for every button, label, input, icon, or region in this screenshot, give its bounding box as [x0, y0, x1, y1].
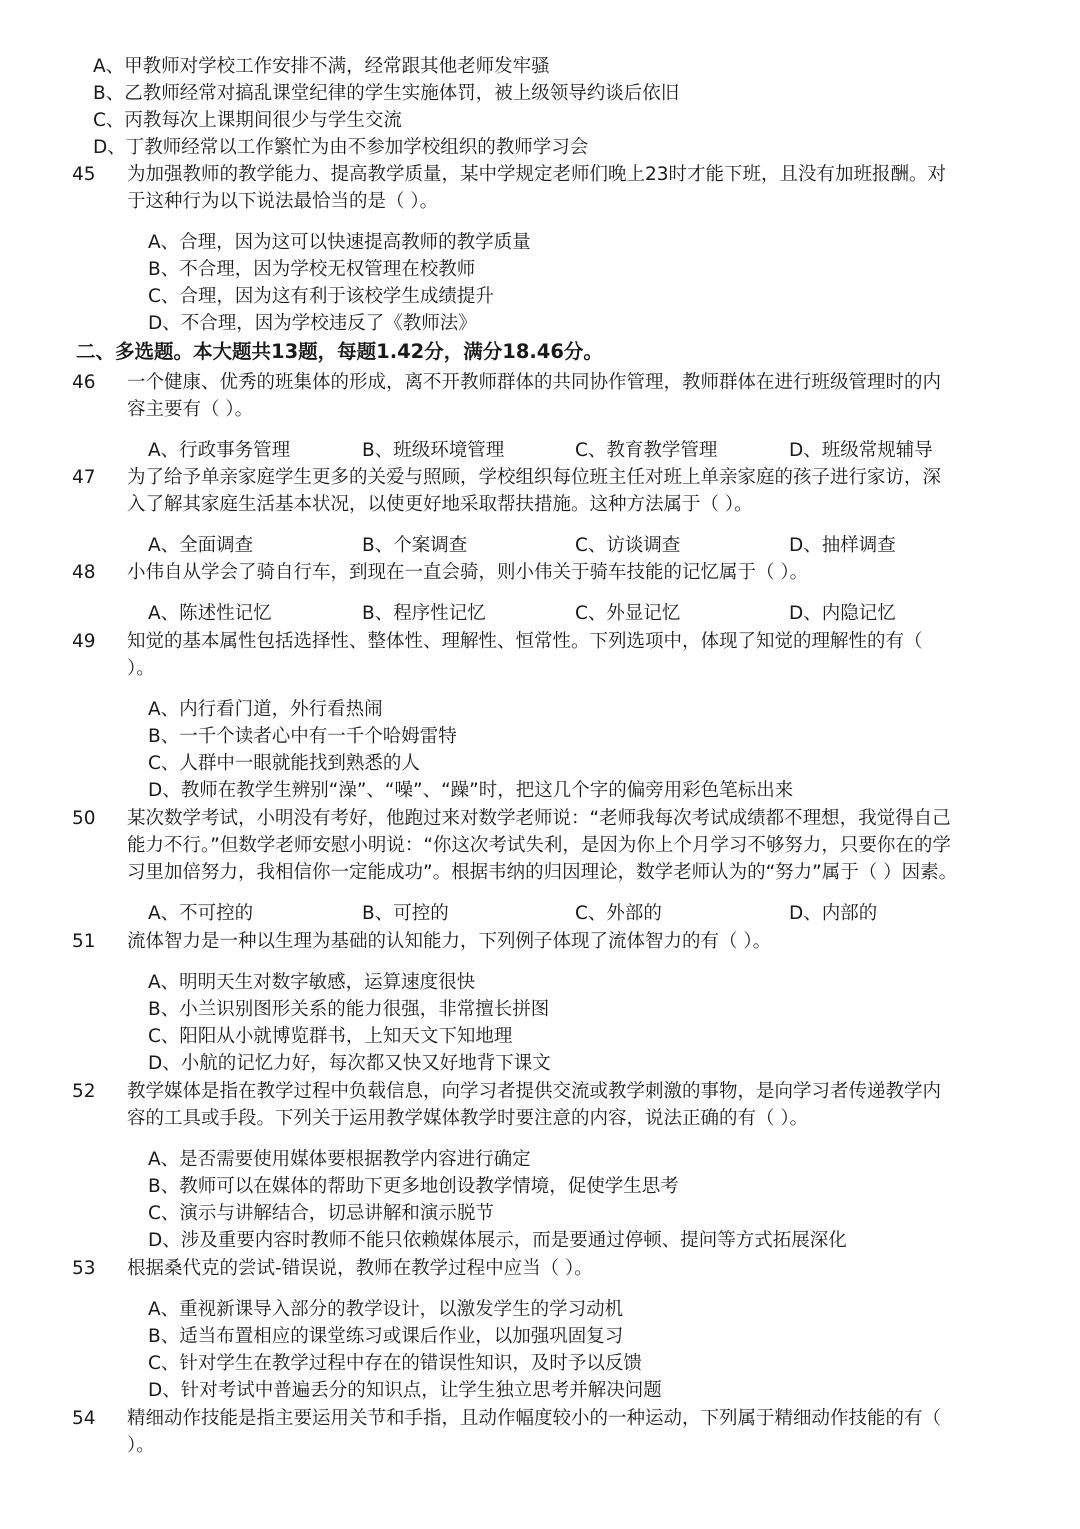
q51-option-a: A、明明天生对数字敏感，运算速度很快 [148, 972, 476, 993]
q51-option-d: D、小航的记忆力好，每次都又快又好地背下课文 [148, 1053, 551, 1074]
q45-option-a: A、合理，因为这可以快速提高教师的教学质量 [148, 232, 531, 253]
question-text: 为了给予单亲家庭学生更多的关爱与照顾，学校组织每位班主任对班上单亲家庭的孩子进行家访，深 [127, 467, 942, 488]
q45-option-c: C、合理，因为这有利于该校学生成绩提升 [148, 286, 494, 307]
question-text: 入了解其家庭生活基本状况，以使更好地采取帮扶措施。这种方法属于（ ）。 [127, 494, 753, 515]
question-text: 于这种行为以下说法最恰当的是（ ）。 [127, 191, 439, 212]
question-text: 小伟自从学会了骑自行车，到现在一直会骑，则小伟关于骑车技能的记忆属于（ ）。 [127, 562, 809, 583]
question-number: 48 [72, 562, 96, 583]
q48-option-a: A、陈述性记忆 [148, 603, 272, 624]
q48-option-d: D、内隐记忆 [789, 603, 896, 624]
q52-option-a: A、是否需要使用媒体要根据教学内容进行确定 [148, 1149, 531, 1170]
q45-option-b: B、不合理，因为学校无权管理在校教师 [148, 259, 476, 280]
q49-option-d: D、教师在教学生辨别“澡”、“噪”、“躁”时，把这几个字的偏旁用彩色笔标出来 [148, 780, 794, 801]
q47-option-d: D、抽样调查 [789, 535, 896, 556]
question-text: 流体智力是一种以生理为基础的认知能力，下列例子体现了流体智力的有（ ）。 [127, 931, 772, 952]
q49-option-c: C、人群中一眼就能找到熟悉的人 [148, 753, 420, 774]
q47-option-c: C、访谈调查 [575, 535, 681, 556]
q51-option-c: C、阳阳从小就博览群书，上知天文下知地理 [148, 1026, 513, 1047]
question-number: 49 [72, 631, 96, 652]
q46-option-a: A、行政事务管理 [148, 440, 291, 461]
q49-option-b: B、一千个读者心中有一千个哈姆雷特 [148, 726, 457, 747]
question-text: 根据桑代克的尝试-错误说，教师在教学过程中应当（ ）。 [127, 1258, 593, 1279]
question-number: 53 [72, 1258, 96, 1279]
question-number: 45 [72, 164, 96, 185]
q50-option-c: C、外部的 [575, 903, 662, 924]
q53-option-b: B、适当布置相应的课堂练习或课后作业，以加强巩固复习 [148, 1326, 624, 1347]
q46-option-b: B、班级环境管理 [362, 440, 505, 461]
q47-option-b: B、个案调查 [362, 535, 468, 556]
question-number: 51 [72, 931, 96, 952]
q51-option-b: B、小兰识别图形关系的能力很强，非常擅长拼图 [148, 999, 550, 1020]
q47-option-a: A、全面调查 [148, 535, 254, 556]
question-text: 容主要有（ ）。 [127, 399, 254, 420]
q53-option-a: A、重视新课导入部分的教学设计，以激发学生的学习动机 [148, 1299, 624, 1320]
q49-option-a: A、内行看门道，外行看热闹 [148, 699, 383, 720]
question-text: 某次数学考试，小明没有考好，他跑过来对数学老师说：“老师我每次考试成绩都不理想，我觉得自己 [127, 808, 951, 829]
q48-option-c: C、外显记忆 [575, 603, 681, 624]
q46-option-d: D、班级常规辅导 [789, 440, 933, 461]
q44-option-c: C、丙教每次上课期间很少与学生交流 [93, 110, 402, 131]
section-heading: 二、多选题。本大题共13题，每题1.42分，满分18.46分。 [76, 340, 603, 363]
q44-option-b: B、乙教师经常对搞乱课堂纪律的学生实施体罚，被上级领导约谈后依旧 [93, 83, 680, 104]
question-text: 能力不行。”但数学老师安慰小明说：“你这次考试失利，是因为你上个月学习不够努力，只要你在的学 [127, 835, 951, 856]
question-text: 一个健康、优秀的班集体的形成，离不开教师群体的共同协作管理，教师群体在进行班级管理时的内 [127, 372, 942, 393]
q50-option-a: A、不可控的 [148, 903, 254, 924]
q45-option-d: D、不合理，因为学校违反了《教师法》 [148, 313, 477, 334]
question-text: ）。 [127, 658, 155, 679]
q53-option-c: C、针对学生在教学过程中存在的错误性知识，及时予以反馈 [148, 1353, 642, 1374]
q52-option-b: B、教师可以在媒体的帮助下更多地创设教学情境，促使学生思考 [148, 1176, 679, 1197]
question-text: 教学媒体是指在教学过程中负载信息，向学习者提供交流或教学刺激的事物，是向学习者传递教学内 [127, 1081, 942, 1102]
q50-option-d: D、内部的 [789, 903, 878, 924]
question-number: 46 [72, 372, 96, 393]
q48-option-b: B、程序性记忆 [362, 603, 486, 624]
question-text: 容的工具或手段。下列关于运用教学媒体教学时要注意的内容，说法正确的有（ ）。 [127, 1108, 809, 1129]
question-text: 习里加倍努力，我相信你一定能成功”。根据韦纳的归因理论，数学老师认为的“努力”属于（ ）因素。 [127, 862, 958, 883]
q44-option-d: D、丁教师经常以工作繁忙为由不参加学校组织的教师学习会 [93, 137, 589, 158]
q46-option-c: C、教育教学管理 [575, 440, 718, 461]
question-text: ）。 [127, 1435, 155, 1456]
question-number: 50 [72, 808, 96, 829]
q52-option-c: C、演示与讲解结合，切忌讲解和演示脱节 [148, 1203, 494, 1224]
question-number: 52 [72, 1081, 96, 1102]
question-text: 知觉的基本属性包括选择性、整体性、理解性、恒常性。下列选项中，体现了知觉的理解性的有（ [127, 631, 923, 652]
question-number: 54 [72, 1408, 96, 1429]
q53-option-d: D、针对考试中普遍丢分的知识点，让学生独立思考并解决问题 [148, 1380, 662, 1401]
q44-option-a: A、甲教师对学校工作安排不满，经常跟其他老师发牢骚 [93, 56, 550, 77]
q52-option-d: D、涉及重要内容时教师不能只依赖媒体展示，而是要通过停顿、提问等方式拓展深化 [148, 1230, 847, 1251]
question-number: 47 [72, 467, 96, 488]
q50-option-b: B、可控的 [362, 903, 449, 924]
question-text: 精细动作技能是指主要运用关节和手指，且动作幅度较小的一种运动，下列属于精细动作技能的有（ [127, 1408, 942, 1429]
question-text: 为加强教师的教学能力、提高教学质量，某中学规定老师们晚上23时才能下班，且没有加班报酬。对 [127, 164, 947, 185]
